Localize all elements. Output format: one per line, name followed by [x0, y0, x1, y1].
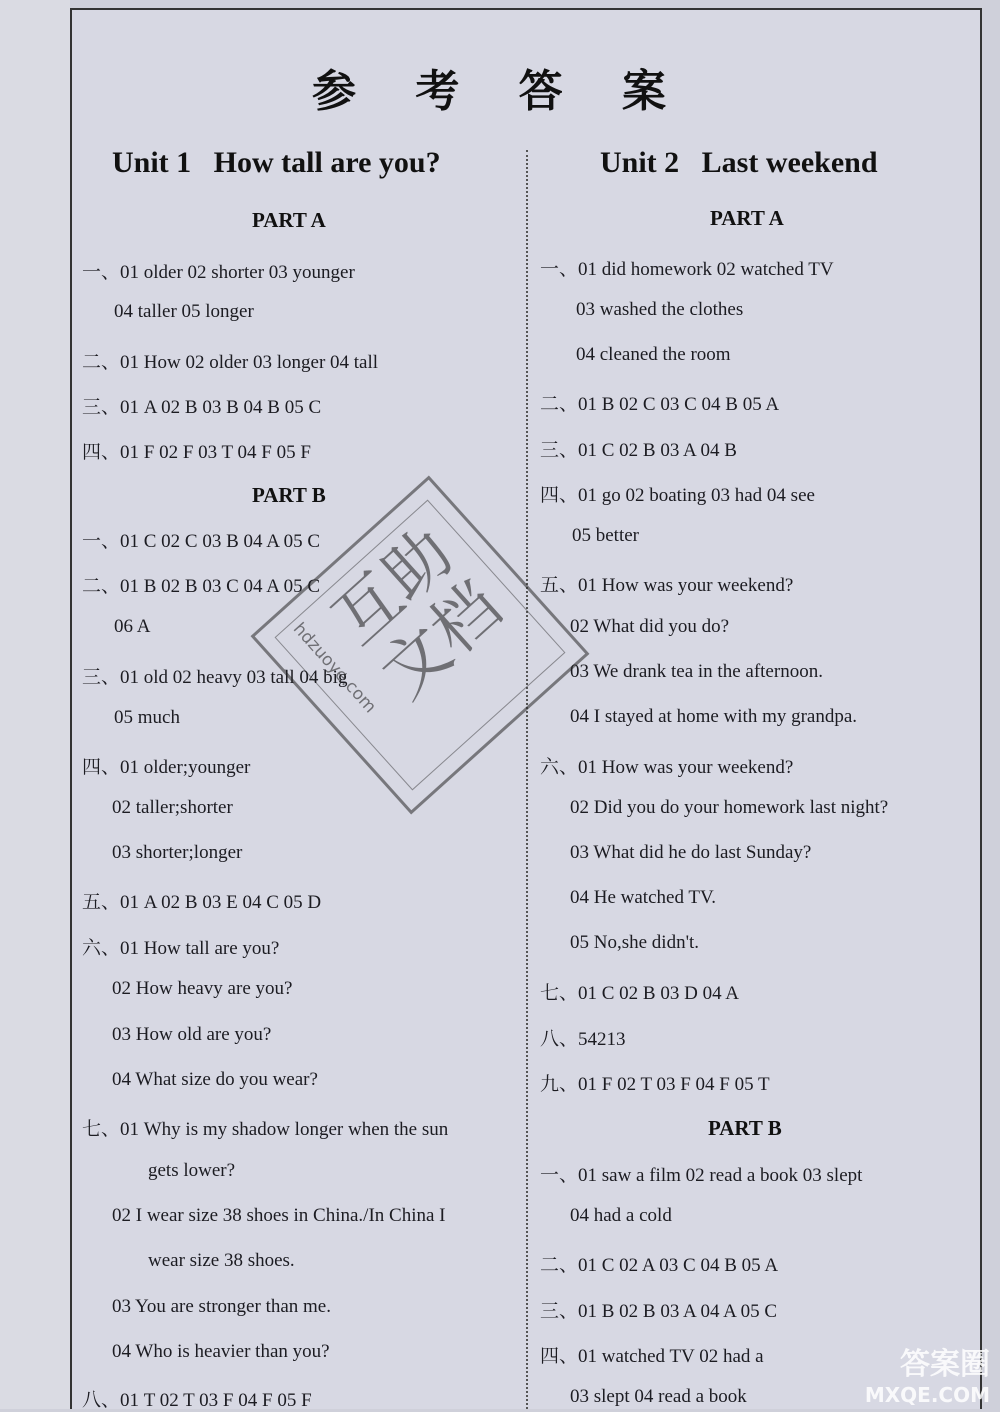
answer-line: 四、01 watched TV 02 had a	[540, 1346, 764, 1367]
answer-line: 六、01 How tall are you?	[82, 938, 280, 959]
answer-line: 03 How old are you?	[112, 1024, 272, 1045]
corner-watermark	[865, 1339, 990, 1407]
answer-line: 四、01 go 02 boating 03 had 04 see	[540, 485, 815, 506]
answer-line: wear size 38 shoes.	[148, 1250, 295, 1271]
answer-line: 04 He watched TV.	[570, 887, 716, 908]
stamp-text: 互助文档	[318, 513, 516, 713]
answer-line: 02 Did you do your homework last night?	[570, 797, 889, 818]
answer-line: 02 taller;shorter	[112, 797, 233, 818]
answer-line: 03 You are stronger than me.	[112, 1296, 331, 1317]
answer-line: 05 No,she didn't.	[570, 932, 700, 953]
answer-line: 二、01 B 02 B 03 C 04 A 05 C	[82, 576, 321, 597]
answer-line: 五、01 A 02 B 03 E 04 C 05 D	[82, 892, 322, 913]
unit-2-part-a-heading: PART A	[710, 206, 784, 230]
scan-margin	[0, 0, 70, 1409]
answer-line: 三、01 old 02 heavy 03 tall 04 big	[82, 667, 348, 688]
answer-line: 五、01 How was your weekend?	[540, 575, 794, 596]
answer-line: 一、01 did homework 02 watched TV	[540, 259, 834, 280]
answer-line: 03 slept 04 read a book	[570, 1386, 747, 1407]
answer-line: 04 had a cold	[570, 1205, 672, 1226]
answer-line: 三、01 A 02 B 03 B 04 B 05 C	[82, 397, 322, 418]
stamp-url: hdzuoye.com	[288, 619, 381, 718]
watermark-text: 答案圈	[900, 1347, 990, 1382]
answer-line: 四、01 F 02 F 03 T 04 F 05 F	[82, 442, 311, 463]
answer-line: 04 What size do you wear?	[112, 1069, 318, 1090]
answer-line: 04 cleaned the room	[576, 344, 731, 365]
unit-2-part-b-heading: PART B	[708, 1116, 782, 1140]
answer-line: 03 shorter;longer	[112, 842, 243, 863]
answer-line: 02 What did you do?	[570, 616, 730, 637]
answer-line: 一、01 saw a film 02 read a book 03 slept	[540, 1165, 863, 1186]
page-title: 参 考 答 案	[312, 66, 688, 117]
answer-line: 04 Who is heavier than you?	[112, 1341, 330, 1362]
answer-line: gets lower?	[148, 1160, 236, 1181]
answer-line: 03 We drank tea in the afternoon.	[570, 661, 823, 682]
answer-line: 02 I wear size 38 shoes in China./In China I	[112, 1205, 446, 1226]
answer-line: 二、01 C 02 A 03 C 04 B 05 A	[540, 1255, 779, 1276]
answer-line: 八、54213	[540, 1029, 626, 1050]
answer-line: 二、01 B 02 C 03 C 04 B 05 A	[540, 394, 780, 415]
unit-1-title: Unit 1 How tall are you?	[112, 146, 441, 179]
answer-line: 一、01 older 02 shorter 03 younger	[82, 262, 355, 283]
column-divider	[526, 150, 528, 1409]
answer-line: 七、01 Why is my shadow longer when the sun	[82, 1119, 449, 1140]
answer-line: 二、01 How 02 older 03 longer 04 tall	[82, 352, 379, 373]
answer-line: 八、01 T 02 T 03 F 04 F 05 F	[82, 1390, 312, 1411]
answer-line: 05 much	[114, 707, 180, 728]
answer-line: 04 I stayed at home with my grandpa.	[570, 706, 858, 727]
answer-line: 四、01 older;younger	[82, 757, 251, 778]
answer-line: 05 better	[572, 525, 640, 546]
answer-line: 六、01 How was your weekend?	[540, 757, 794, 778]
answer-line: 九、01 F 02 T 03 F 04 F 05 T	[540, 1074, 770, 1095]
answer-line: 三、01 B 02 B 03 A 04 A 05 C	[540, 1301, 778, 1322]
unit-2-title: Unit 2 Last weekend	[600, 146, 878, 179]
answer-line: 02 How heavy are you?	[112, 978, 293, 999]
answer-line: 三、01 C 02 B 03 A 04 B	[540, 440, 737, 461]
watermark-url: MXQE.COM	[864, 1383, 990, 1407]
answer-line: 一、01 C 02 C 03 B 04 A 05 C	[82, 531, 321, 552]
answer-line: 06 A	[114, 616, 151, 637]
answer-line: 七、01 C 02 B 03 D 04 A	[540, 983, 739, 1004]
unit-1-part-b-heading: PART B	[252, 483, 326, 507]
answer-line: 03 What did he do last Sunday?	[570, 842, 812, 863]
unit-1-part-a-heading: PART A	[252, 208, 326, 232]
answer-line: 03 washed the clothes	[576, 299, 744, 320]
answer-line: 04 taller 05 longer	[114, 301, 254, 322]
